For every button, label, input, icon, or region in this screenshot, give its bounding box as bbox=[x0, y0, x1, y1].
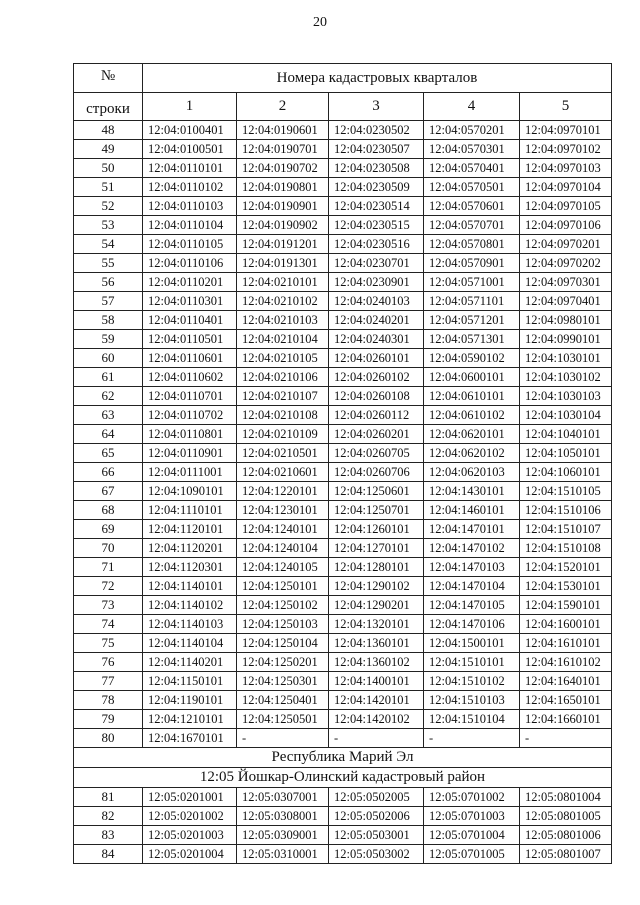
table-row bbox=[74, 197, 612, 216]
row-number: 74 bbox=[74, 615, 143, 634]
quarter-cell: 12:05:0701002 bbox=[424, 788, 520, 807]
quarter-cell: 12:04:1250103 bbox=[237, 615, 329, 634]
quarter-cell: 12:04:0110901 bbox=[143, 444, 237, 463]
quarter-cell: 12:04:0210103 bbox=[237, 311, 329, 330]
table-row bbox=[74, 672, 612, 691]
row-number: 83 bbox=[74, 826, 143, 845]
quarter-cell: 12:04:0110101 bbox=[143, 159, 237, 178]
quarter-cell: 12:04:0970103 bbox=[520, 159, 612, 178]
quarter-cell: 12:04:0260112 bbox=[329, 406, 424, 425]
quarter-cell: 12:04:1030101 bbox=[520, 349, 612, 368]
row-number: 67 bbox=[74, 482, 143, 501]
quarter-cell: 12:04:1420102 bbox=[329, 710, 424, 729]
quarter-cell: 12:04:1290102 bbox=[329, 577, 424, 596]
quarter-cell: 12:04:0110301 bbox=[143, 292, 237, 311]
quarter-cell: 12:04:0260102 bbox=[329, 368, 424, 387]
quarter-cell: 12:04:1120201 bbox=[143, 539, 237, 558]
quarter-cell: 12:04:0210108 bbox=[237, 406, 329, 425]
column-header-1: 1 bbox=[143, 93, 237, 121]
quarter-cell: 12:04:0190902 bbox=[237, 216, 329, 235]
quarter-cell: 12:04:1510104 bbox=[424, 710, 520, 729]
row-number: 66 bbox=[74, 463, 143, 482]
table-row bbox=[74, 292, 612, 311]
quarter-cell: 12:04:1030104 bbox=[520, 406, 612, 425]
quarter-cell: 12:05:0503001 bbox=[329, 826, 424, 845]
quarter-cell: 12:04:0571301 bbox=[424, 330, 520, 349]
quarter-cell: - bbox=[329, 729, 424, 748]
quarter-cell: 12:04:1210101 bbox=[143, 710, 237, 729]
quarter-cell: 12:05:0701005 bbox=[424, 845, 520, 864]
table-row bbox=[74, 330, 612, 349]
row-number: 55 bbox=[74, 254, 143, 273]
quarter-cell: 12:04:0230701 bbox=[329, 254, 424, 273]
quarter-cell: 12:04:0571201 bbox=[424, 311, 520, 330]
quarter-cell: 12:04:0110401 bbox=[143, 311, 237, 330]
quarter-cell: 12:04:0190801 bbox=[237, 178, 329, 197]
table-body-yoshkar-ola bbox=[74, 788, 612, 864]
table-row bbox=[74, 653, 612, 672]
row-number: 59 bbox=[74, 330, 143, 349]
quarter-cell: 12:04:1120301 bbox=[143, 558, 237, 577]
row-label-header: строки bbox=[74, 93, 143, 121]
quarter-cell: 12:04:1270101 bbox=[329, 539, 424, 558]
page-number: 20 bbox=[313, 15, 327, 30]
column-header-5: 5 bbox=[520, 93, 612, 121]
quarter-cell: 12:04:0240103 bbox=[329, 292, 424, 311]
quarter-cell: 12:04:1470103 bbox=[424, 558, 520, 577]
quarter-cell: 12:04:1500101 bbox=[424, 634, 520, 653]
quarter-cell: 12:04:0990101 bbox=[520, 330, 612, 349]
table-row bbox=[74, 159, 612, 178]
table-row bbox=[74, 254, 612, 273]
quarter-cell: 12:04:1650101 bbox=[520, 691, 612, 710]
quarter-cell: - bbox=[237, 729, 329, 748]
quarter-cell: 12:04:0190701 bbox=[237, 140, 329, 159]
quarter-cell: 12:04:0110102 bbox=[143, 178, 237, 197]
quarter-cell: 12:04:1240105 bbox=[237, 558, 329, 577]
quarter-cell: 12:04:0590102 bbox=[424, 349, 520, 368]
row-number: 80 bbox=[74, 729, 143, 748]
quarter-cell: 12:04:1510101 bbox=[424, 653, 520, 672]
quarter-cell: 12:04:0970104 bbox=[520, 178, 612, 197]
quarter-cell: 12:04:0230507 bbox=[329, 140, 424, 159]
table-row bbox=[74, 444, 612, 463]
quarter-cell: 12:04:1400101 bbox=[329, 672, 424, 691]
quarter-cell: 12:04:1110101 bbox=[143, 501, 237, 520]
quarter-cell: 12:04:1610101 bbox=[520, 634, 612, 653]
table-row bbox=[74, 121, 612, 140]
row-number: 64 bbox=[74, 425, 143, 444]
quarter-cell: 12:05:0502006 bbox=[329, 807, 424, 826]
row-number: 79 bbox=[74, 710, 143, 729]
row-number: 49 bbox=[74, 140, 143, 159]
quarter-cell: 12:04:1040101 bbox=[520, 425, 612, 444]
quarter-cell: 12:04:0100401 bbox=[143, 121, 237, 140]
quarter-cell: 12:04:1140101 bbox=[143, 577, 237, 596]
row-number: 62 bbox=[74, 387, 143, 406]
quarter-cell: 12:05:0201002 bbox=[143, 807, 237, 826]
quarter-cell: 12:04:0970401 bbox=[520, 292, 612, 311]
row-number: 77 bbox=[74, 672, 143, 691]
quarter-cell: 12:04:1470105 bbox=[424, 596, 520, 615]
quarter-cell: 12:04:1510102 bbox=[424, 672, 520, 691]
quarter-cell: 12:04:0610102 bbox=[424, 406, 520, 425]
quarter-cell: 12:04:0210601 bbox=[237, 463, 329, 482]
table-row bbox=[74, 311, 612, 330]
column-header-3: 3 bbox=[329, 93, 424, 121]
quarter-cell: 12:04:0191201 bbox=[237, 235, 329, 254]
table-body-kilemarsky bbox=[74, 121, 612, 748]
row-number: 48 bbox=[74, 121, 143, 140]
quarter-cell: 12:05:0309001 bbox=[237, 826, 329, 845]
row-number: 81 bbox=[74, 788, 143, 807]
quarter-cell: 12:04:1470101 bbox=[424, 520, 520, 539]
table-row bbox=[74, 691, 612, 710]
quarter-cell: 12:04:0570701 bbox=[424, 216, 520, 235]
quarter-cell: 12:04:1220101 bbox=[237, 482, 329, 501]
quarter-cell: 12:04:1290201 bbox=[329, 596, 424, 615]
quarter-cell: 12:04:0570201 bbox=[424, 121, 520, 140]
table-row bbox=[74, 349, 612, 368]
quarter-cell: 12:04:1250104 bbox=[237, 634, 329, 653]
quarter-cell: 12:05:0502005 bbox=[329, 788, 424, 807]
table-row bbox=[74, 729, 612, 748]
quarter-cell: 12:04:0190601 bbox=[237, 121, 329, 140]
quarter-cell: 12:04:0620103 bbox=[424, 463, 520, 482]
quarter-cell: 12:05:0201004 bbox=[143, 845, 237, 864]
quarter-cell: 12:05:0801004 bbox=[520, 788, 612, 807]
table-row bbox=[74, 845, 612, 864]
quarter-cell: 12:04:0230516 bbox=[329, 235, 424, 254]
quarter-cell: 12:04:0570501 bbox=[424, 178, 520, 197]
quarter-cell: 12:04:0190901 bbox=[237, 197, 329, 216]
quarter-cell: 12:04:0230508 bbox=[329, 159, 424, 178]
quarter-cell: 12:04:1150101 bbox=[143, 672, 237, 691]
quarter-cell: 12:04:1520101 bbox=[520, 558, 612, 577]
quarter-cell: 12:04:0570601 bbox=[424, 197, 520, 216]
row-number: 72 bbox=[74, 577, 143, 596]
quarter-cell: 12:04:0571001 bbox=[424, 273, 520, 292]
quarter-cell: 12:04:1140103 bbox=[143, 615, 237, 634]
quarter-cell: 12:04:0610101 bbox=[424, 387, 520, 406]
quarter-cell: 12:04:0110602 bbox=[143, 368, 237, 387]
quarter-cell: 12:04:0110702 bbox=[143, 406, 237, 425]
quarter-cell: 12:04:1510107 bbox=[520, 520, 612, 539]
quarter-cell: 12:04:1470106 bbox=[424, 615, 520, 634]
table-row bbox=[74, 425, 612, 444]
quarter-cell: 12:04:1250701 bbox=[329, 501, 424, 520]
table-row bbox=[74, 826, 612, 845]
quarter-cell: 12:04:0570301 bbox=[424, 140, 520, 159]
quarter-cell: 12:04:0970105 bbox=[520, 197, 612, 216]
table-row bbox=[74, 520, 612, 539]
quarter-cell: 12:05:0307001 bbox=[237, 788, 329, 807]
table-row bbox=[74, 596, 612, 615]
quarter-cell: 12:04:0571101 bbox=[424, 292, 520, 311]
quarter-cell: 12:04:0230515 bbox=[329, 216, 424, 235]
quarter-cell: 12:04:0210101 bbox=[237, 273, 329, 292]
quarter-cell: 12:05:0801006 bbox=[520, 826, 612, 845]
quarter-cell: 12:04:0570901 bbox=[424, 254, 520, 273]
quarter-cell: 12:04:1250401 bbox=[237, 691, 329, 710]
quarter-cell: 12:04:0230514 bbox=[329, 197, 424, 216]
quarter-cell: 12:04:0110104 bbox=[143, 216, 237, 235]
quarter-cell: 12:04:1250501 bbox=[237, 710, 329, 729]
quarter-cell: 12:04:1510103 bbox=[424, 691, 520, 710]
quarter-cell: 12:04:0970106 bbox=[520, 216, 612, 235]
quarter-cell: 12:04:1250102 bbox=[237, 596, 329, 615]
quarter-cell: 12:04:1590101 bbox=[520, 596, 612, 615]
quarter-cell: 12:05:0503002 bbox=[329, 845, 424, 864]
district-title: 12:05 Йошкар-Олинский кадастровый район bbox=[74, 768, 612, 788]
table-row bbox=[74, 577, 612, 596]
table-row bbox=[74, 387, 612, 406]
row-number: 68 bbox=[74, 501, 143, 520]
quarter-cell: 12:04:0110103 bbox=[143, 197, 237, 216]
row-number: 75 bbox=[74, 634, 143, 653]
table-row bbox=[74, 235, 612, 254]
row-number: 60 bbox=[74, 349, 143, 368]
table-row bbox=[74, 178, 612, 197]
column-header-2: 2 bbox=[237, 93, 329, 121]
quarter-cell: 12:04:1640101 bbox=[520, 672, 612, 691]
row-number: 84 bbox=[74, 845, 143, 864]
quarter-cell: 12:04:1510108 bbox=[520, 539, 612, 558]
quarter-cell: 12:04:0260108 bbox=[329, 387, 424, 406]
quarter-cell: 12:04:0260705 bbox=[329, 444, 424, 463]
quarter-cell: 12:04:0210501 bbox=[237, 444, 329, 463]
quarter-cell: 12:04:1030102 bbox=[520, 368, 612, 387]
table-row bbox=[74, 406, 612, 425]
quarter-cell: 12:04:0210105 bbox=[237, 349, 329, 368]
quarter-cell: 12:04:0970102 bbox=[520, 140, 612, 159]
quarter-cell: 12:04:0210104 bbox=[237, 330, 329, 349]
quarter-cell: 12:04:0970301 bbox=[520, 273, 612, 292]
row-number: 82 bbox=[74, 807, 143, 826]
cadastral-quarters-table bbox=[73, 63, 612, 864]
quarter-cell: 12:04:0260201 bbox=[329, 425, 424, 444]
table-row bbox=[74, 501, 612, 520]
quarter-cell: 12:04:0191301 bbox=[237, 254, 329, 273]
quarter-cell: 12:04:1250201 bbox=[237, 653, 329, 672]
quarter-cell: 12:04:1240101 bbox=[237, 520, 329, 539]
quarter-cell: 12:04:0570401 bbox=[424, 159, 520, 178]
quarter-cell: 12:04:0110701 bbox=[143, 387, 237, 406]
row-number-header: № bbox=[74, 64, 143, 93]
quarter-cell: 12:04:1140104 bbox=[143, 634, 237, 653]
row-number: 54 bbox=[74, 235, 143, 254]
quarter-cell: 12:04:0110501 bbox=[143, 330, 237, 349]
table-row bbox=[74, 807, 612, 826]
quarter-cell: 12:04:1530101 bbox=[520, 577, 612, 596]
row-number: 71 bbox=[74, 558, 143, 577]
quarter-cell: 12:04:1260101 bbox=[329, 520, 424, 539]
quarter-cell: 12:04:0260706 bbox=[329, 463, 424, 482]
quarter-cell: 12:05:0801007 bbox=[520, 845, 612, 864]
quarter-cell: 12:04:0210109 bbox=[237, 425, 329, 444]
quarter-cell: 12:04:0190702 bbox=[237, 159, 329, 178]
quarter-cell: 12:04:0100501 bbox=[143, 140, 237, 159]
quarter-cell: 12:04:1190101 bbox=[143, 691, 237, 710]
quarter-cell: 12:04:0240201 bbox=[329, 311, 424, 330]
quarter-cell: 12:04:1250301 bbox=[237, 672, 329, 691]
quarter-cell: 12:05:0701003 bbox=[424, 807, 520, 826]
quarter-cell: 12:04:1280101 bbox=[329, 558, 424, 577]
table-row bbox=[74, 482, 612, 501]
quarters-title-header: Номера кадастровых кварталов bbox=[143, 64, 612, 93]
quarter-cell: 12:04:0110106 bbox=[143, 254, 237, 273]
quarter-cell: 12:04:1140102 bbox=[143, 596, 237, 615]
quarter-cell: 12:04:1240104 bbox=[237, 539, 329, 558]
quarter-cell: 12:04:0260101 bbox=[329, 349, 424, 368]
row-number: 65 bbox=[74, 444, 143, 463]
table-row bbox=[74, 463, 612, 482]
row-number: 50 bbox=[74, 159, 143, 178]
quarter-cell: 12:04:1360102 bbox=[329, 653, 424, 672]
quarter-cell: 12:04:0210107 bbox=[237, 387, 329, 406]
quarter-cell: 12:04:0970101 bbox=[520, 121, 612, 140]
quarter-cell: 12:04:0970201 bbox=[520, 235, 612, 254]
quarter-cell: 12:04:1460101 bbox=[424, 501, 520, 520]
quarter-cell: 12:04:1320101 bbox=[329, 615, 424, 634]
row-number: 51 bbox=[74, 178, 143, 197]
table-row bbox=[74, 634, 612, 653]
quarter-cell: 12:04:0600101 bbox=[424, 368, 520, 387]
table-row bbox=[74, 615, 612, 634]
quarter-cell: 12:04:0240301 bbox=[329, 330, 424, 349]
quarter-cell: 12:04:1120101 bbox=[143, 520, 237, 539]
region-title: Республика Марий Эл bbox=[74, 748, 612, 768]
quarter-cell: 12:05:0801005 bbox=[520, 807, 612, 826]
quarter-cell: 12:04:0230901 bbox=[329, 273, 424, 292]
quarter-cell: 12:04:1470104 bbox=[424, 577, 520, 596]
quarter-cell: 12:04:0230502 bbox=[329, 121, 424, 140]
row-number: 57 bbox=[74, 292, 143, 311]
quarter-cell: 12:04:0111001 bbox=[143, 463, 237, 482]
table-row bbox=[74, 539, 612, 558]
quarter-cell: 12:04:1430101 bbox=[424, 482, 520, 501]
quarter-cell: 12:04:0980101 bbox=[520, 311, 612, 330]
quarter-cell: 12:04:0620102 bbox=[424, 444, 520, 463]
quarter-cell: 12:04:0570801 bbox=[424, 235, 520, 254]
row-number: 70 bbox=[74, 539, 143, 558]
row-number: 56 bbox=[74, 273, 143, 292]
quarter-cell: 12:05:0308001 bbox=[237, 807, 329, 826]
row-number: 53 bbox=[74, 216, 143, 235]
quarter-cell: - bbox=[520, 729, 612, 748]
quarter-cell: 12:05:0201001 bbox=[143, 788, 237, 807]
quarter-cell: 12:05:0310001 bbox=[237, 845, 329, 864]
quarter-cell: 12:04:1610102 bbox=[520, 653, 612, 672]
quarter-cell: 12:04:0970202 bbox=[520, 254, 612, 273]
quarter-cell: 12:04:0110201 bbox=[143, 273, 237, 292]
quarter-cell: 12:04:0110601 bbox=[143, 349, 237, 368]
quarter-cell: 12:04:1510105 bbox=[520, 482, 612, 501]
table-row bbox=[74, 216, 612, 235]
quarter-cell: 12:04:1600101 bbox=[520, 615, 612, 634]
column-header-4: 4 bbox=[424, 93, 520, 121]
table-row bbox=[74, 368, 612, 387]
quarter-cell: 12:05:0701004 bbox=[424, 826, 520, 845]
table-row bbox=[74, 273, 612, 292]
quarter-cell: 12:04:1670101 bbox=[143, 729, 237, 748]
section-headers bbox=[74, 748, 612, 788]
quarter-cell: 12:04:1420101 bbox=[329, 691, 424, 710]
quarter-cell: 12:04:1050101 bbox=[520, 444, 612, 463]
quarter-cell: 12:04:1140201 bbox=[143, 653, 237, 672]
quarter-cell: 12:04:1510106 bbox=[520, 501, 612, 520]
quarter-cell: 12:05:0201003 bbox=[143, 826, 237, 845]
quarter-cell: - bbox=[424, 729, 520, 748]
quarter-cell: 12:04:1470102 bbox=[424, 539, 520, 558]
quarter-cell: 12:04:0230509 bbox=[329, 178, 424, 197]
table-row bbox=[74, 788, 612, 807]
quarter-cell: 12:04:1090101 bbox=[143, 482, 237, 501]
quarter-cell: 12:04:1030103 bbox=[520, 387, 612, 406]
quarter-cell: 12:04:0620101 bbox=[424, 425, 520, 444]
quarter-cell: 12:04:0210106 bbox=[237, 368, 329, 387]
quarter-cell: 12:04:1250101 bbox=[237, 577, 329, 596]
quarter-cell: 12:04:0110105 bbox=[143, 235, 237, 254]
quarter-cell: 12:04:0110801 bbox=[143, 425, 237, 444]
quarter-cell: 12:04:1360101 bbox=[329, 634, 424, 653]
quarter-cell: 12:04:0210102 bbox=[237, 292, 329, 311]
row-number: 63 bbox=[74, 406, 143, 425]
row-number: 76 bbox=[74, 653, 143, 672]
quarter-cell: 12:04:1230101 bbox=[237, 501, 329, 520]
row-number: 78 bbox=[74, 691, 143, 710]
row-number: 52 bbox=[74, 197, 143, 216]
table-row bbox=[74, 710, 612, 729]
quarter-cell: 12:04:1250601 bbox=[329, 482, 424, 501]
row-number: 61 bbox=[74, 368, 143, 387]
row-number: 58 bbox=[74, 311, 143, 330]
row-number: 69 bbox=[74, 520, 143, 539]
quarter-cell: 12:04:1060101 bbox=[520, 463, 612, 482]
table-row bbox=[74, 140, 612, 159]
quarter-cell: 12:04:1660101 bbox=[520, 710, 612, 729]
row-number: 73 bbox=[74, 596, 143, 615]
table-row bbox=[74, 558, 612, 577]
